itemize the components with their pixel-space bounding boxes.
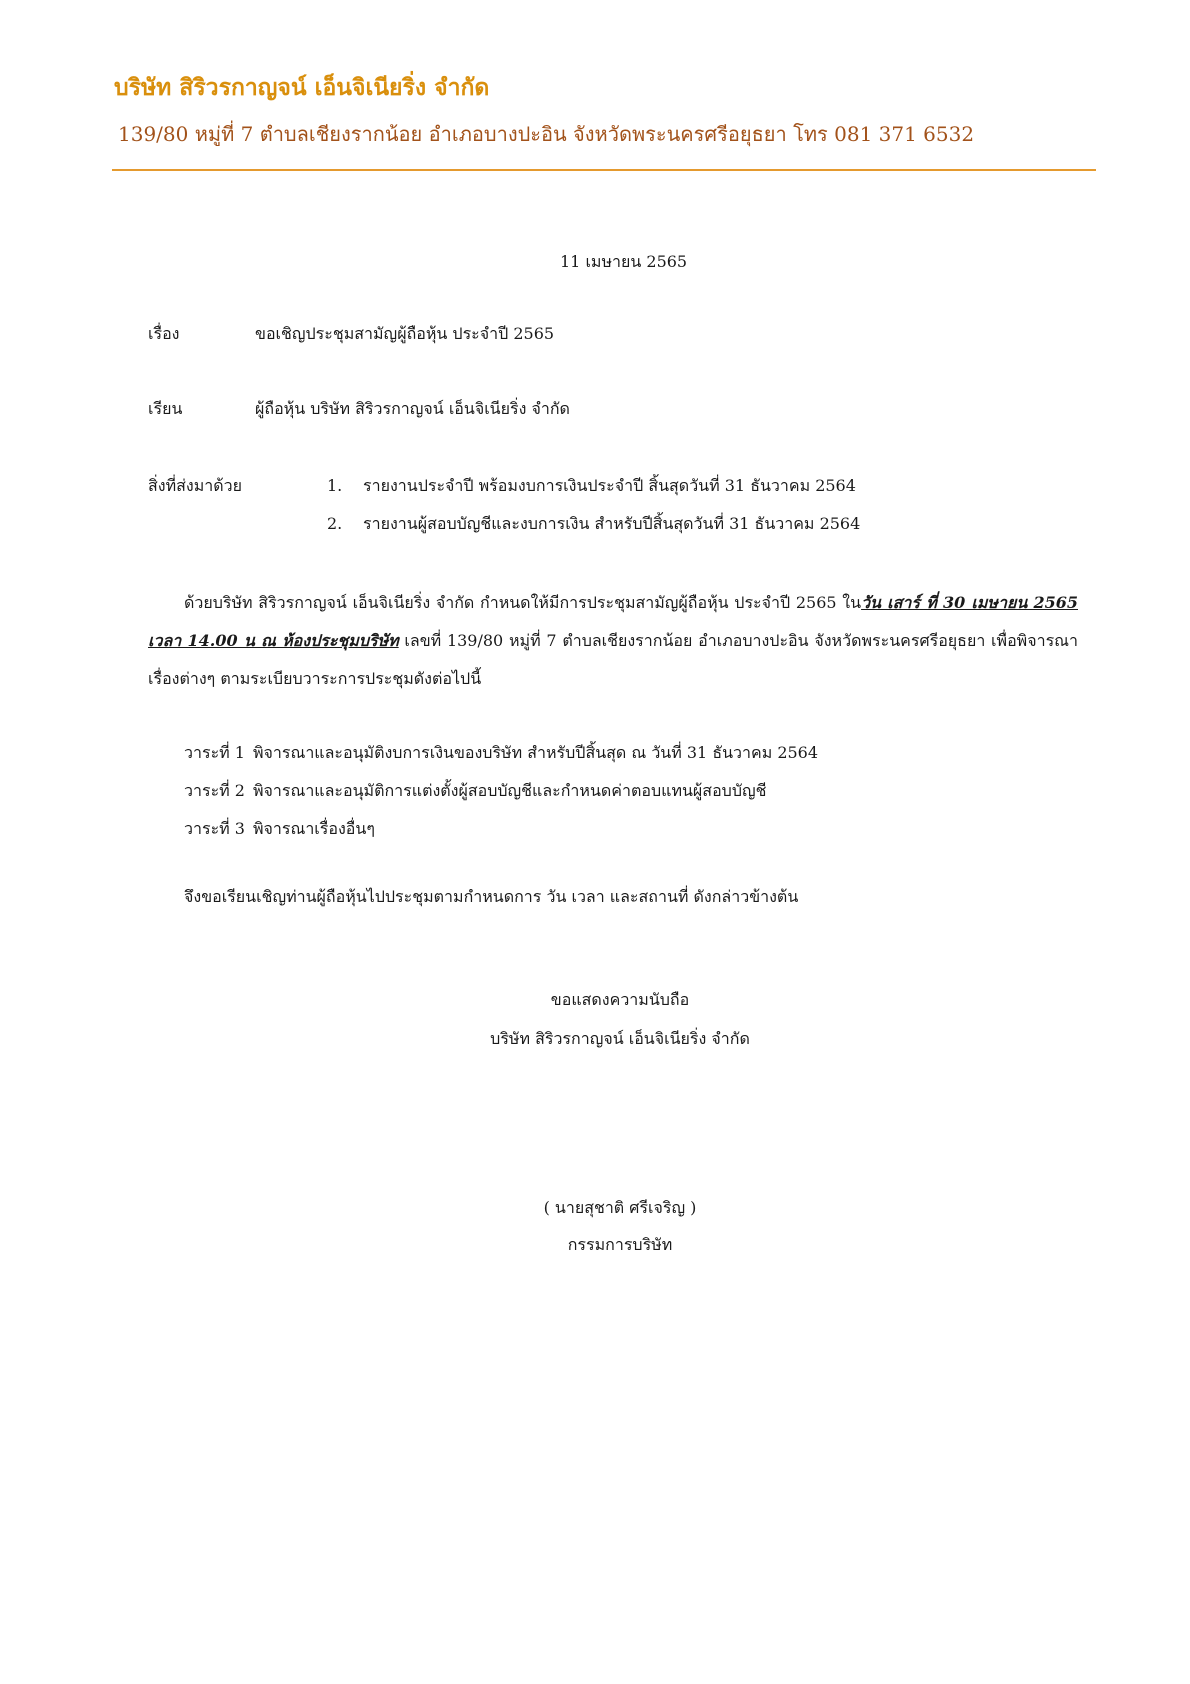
subject-label: เรื่อง bbox=[148, 324, 180, 343]
addressee-text: ผู้ถือหุ้น บริษัท สิริวรกาญจน์ เอ็นจิเนียริ่ง จำกัด bbox=[255, 399, 570, 418]
enclosure-number: 1. bbox=[327, 476, 343, 495]
agenda-text: พิจารณาเรื่องอื่นๆ bbox=[252, 819, 375, 838]
agenda-item bbox=[184, 779, 766, 804]
signatory-title: กรรมการบริษัท bbox=[567, 1235, 673, 1254]
meeting-datetime-place: วัน เสาร์ ที่ 30 เมษายน 2565 เวลา 14.00 น ณ ห้องประชุมบริษัท bbox=[148, 593, 1078, 650]
agenda-text: พิจารณาและอนุมัติงบการเงินของบริษัท สำหรับปีสิ้นสุด ณ วันที่ 31 ธันวาคม 2564 bbox=[252, 743, 819, 762]
agenda-item bbox=[184, 741, 818, 766]
company-name: บริษัท สิริวรกาญจน์ เอ็นจิเนียริ่ง จำกัด bbox=[114, 74, 490, 101]
signatory-name: ( นายสุชาติ ศรีเจริญ ) bbox=[543, 1198, 697, 1217]
body-rest: เลขที่ 139/80 หมู่ที่ 7 ตำบลเชียงรากน้อย อำเภอบางปะอิน จังหวัดพระนครศรีอยุธยา เพื่อพิจารณาเรื่องต่างๆ ตามระเบียบวาระการประชุมดังต่อไปนี้ bbox=[148, 631, 1079, 688]
enclosure-number: 2. bbox=[327, 514, 343, 533]
enclosure-text: รายงานประจำปี พร้อมงบการเงินประจำปี สิ้นสุดวันที่ 31 ธันวาคม 2564 bbox=[363, 476, 856, 495]
enclosure-item bbox=[327, 512, 860, 537]
enclosures-label: สิ่งที่ส่งมาด้วย bbox=[148, 476, 242, 495]
closing-sentence: จึงขอเรียนเชิญท่านผู้ถือหุ้นไปประชุมตามกำหนดการ วัน เวลา และสถานที่ ดังกล่าวข้างต้น bbox=[184, 887, 799, 906]
agenda-item bbox=[184, 817, 375, 842]
body-paragraph bbox=[148, 584, 1078, 698]
agenda-number: วาระที่ 2 bbox=[184, 781, 245, 800]
agenda-number: วาระที่ 3 bbox=[184, 819, 245, 838]
subject-text: ขอเชิญประชุมสามัญผู้ถือหุ้น ประจำปี 2565 bbox=[255, 324, 555, 343]
enclosure-item bbox=[327, 474, 856, 499]
header-rule bbox=[112, 169, 1096, 171]
body-intro: ด้วยบริษัท สิริวรกาญจน์ เอ็นจิเนียริ่ง จำกัด กำหนดให้มีการประชุมสามัญผู้ถือหุ้น ประจำปี 2565 ใน bbox=[184, 593, 862, 612]
agenda-number: วาระที่ 1 bbox=[184, 743, 245, 762]
letter-date: 11 เมษายน 2565 bbox=[560, 252, 688, 271]
signature-company: บริษัท สิริวรกาญจน์ เอ็นจิเนียริ่ง จำกัด bbox=[490, 1029, 750, 1048]
addressee-label: เรียน bbox=[148, 399, 183, 418]
company-address: 139/80 หมู่ที่ 7 ตำบลเชียงรากน้อย อำเภอบางปะอิน จังหวัดพระนครศรีอยุธยา โทร 081 371 6532 bbox=[118, 122, 975, 146]
signature-salutation: ขอแสดงความนับถือ bbox=[550, 990, 690, 1009]
agenda-text: พิจารณาและอนุมัติการแต่งตั้งผู้สอบบัญชีและกำหนดค่าตอบแทนผู้สอบบัญชี bbox=[252, 781, 767, 800]
enclosure-text: รายงานผู้สอบบัญชีและงบการเงิน สำหรับปีสิ้นสุดวันที่ 31 ธันวาคม 2564 bbox=[363, 514, 861, 533]
